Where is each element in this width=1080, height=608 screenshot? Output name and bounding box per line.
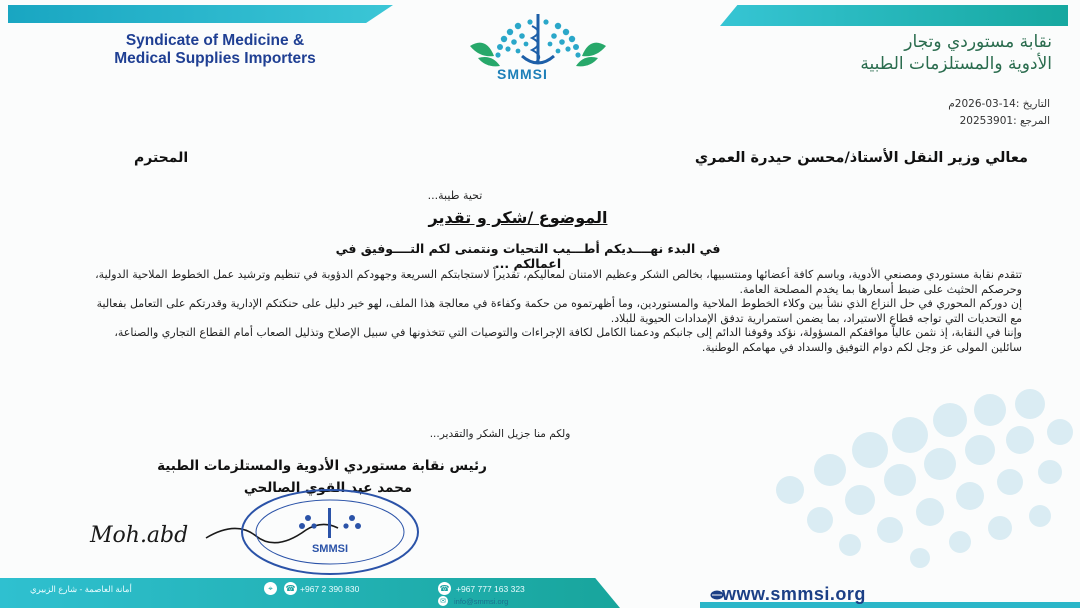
opening-line: في البدء نهــــديكم أطـــيب التحيات ونتمنى لكم التــــوفيق في اعمالكم ... [335,241,721,271]
official-stamp [238,486,422,578]
body-paragraph: وإننا في النقابة، إذ نثمن عالياً مواقفكم المسؤولة، نؤكد وقوفنا الدائم إلى جانبكم ودعمنا الكامل لكافة الإجراءات والتوصيات التي تتخذونها في سبيل الإصلاح وتذليل الصعاب أمام القطاع التجاري والصناعة، سائلين المولى عز وجل لكم دوام التوفيق والسداد في مهامكم الوطنية. [114,326,1022,354]
header-band-left [8,5,393,23]
footer-phone-2: +967 777 163 323 [456,584,525,594]
org-name-arabic [692,31,1052,75]
svg-text:Moh.abd: Moh.abd [90,523,189,548]
signatory-title: رئيس نقابة مستوردي الأدوية والمستلزمات الطبية [157,458,487,474]
svg-text:SMMSI: SMMSI [311,543,349,555]
org-name-english [30,32,400,68]
letter-meta [830,96,1050,130]
closing-line: ولكم منا جزيل الشكر والتقدير... [429,428,571,440]
logo-text: SMMSI [497,66,548,82]
location-icon: ⌖ [264,582,277,595]
watermark-dots-icon [720,380,1080,580]
footer-phone-1: +967 2 390 830 [300,584,360,594]
email-icon: ✉ [438,596,448,606]
website-link[interactable]: www.smmsi.org [722,584,866,604]
footer-email[interactable]: info@smmsi.org [454,597,509,606]
phone-icon: ☎ [439,584,450,593]
org-name-ar-line2: الأدوية والمستلزمات الطبية [860,54,1052,74]
org-name-en-line2: Medical Supplies Importers [114,50,316,67]
addressee: معالي وزير النقل الأستاذ/محسن حيدرة العمري [694,150,1028,166]
signatory-name: محمد عبد القوي الصالحي [243,480,413,496]
letter-date: التاريخ :14-03-2026م [948,98,1050,110]
org-name-en-line1: Syndicate of Medicine & [125,32,305,49]
subject-line: الموضوع /شكر و تقدير [428,208,608,227]
org-name-ar-line1: نقابة مستوردي وتجار [904,32,1052,52]
letter-reference: المرجع :20253901 [959,115,1050,127]
footer-address: أمانة العاصمة - شارع الزبيري [30,584,132,594]
body-paragraph: تتقدم نقابة مستوردي ومصنعي الأدوية، وباسم كافة أعضائها ومنتسبيها، بخالص الشكر وعظيم الامتنان لمعاليكم، تقديراً لاستجابتكم السريعة وجهودكم الدؤوبة في تنظيم وترشيد عمل الخطوط الملاحية الدولية، وحرصكم الحثيث على ضبط أسعارها بما يخدم المصلحة العامة. [95,268,1022,296]
letter-body [94,268,1022,356]
honorific: المحترم [134,150,189,166]
header-band-right [720,5,1068,26]
greeting: تحية طيبة... [427,189,483,202]
body-paragraph: إن دوركم المحوري في حل النزاع الذي نشأ بين وكلاء الخطوط الملاحية والمستوردين، وما أظهرتموه من حكمة وكفاءة في معالجة هذا الملف، لهو خير دليل على حنكتكم الإدارية وقدرتكم على التعامل بفعالية مع التحديات التي تواجه قطاع الاستيراد، بما يضمن استمرارية تدفق الإمدادات الحيوية للبلاد. [96,297,1022,325]
phone-icon: ☎ [285,584,296,593]
